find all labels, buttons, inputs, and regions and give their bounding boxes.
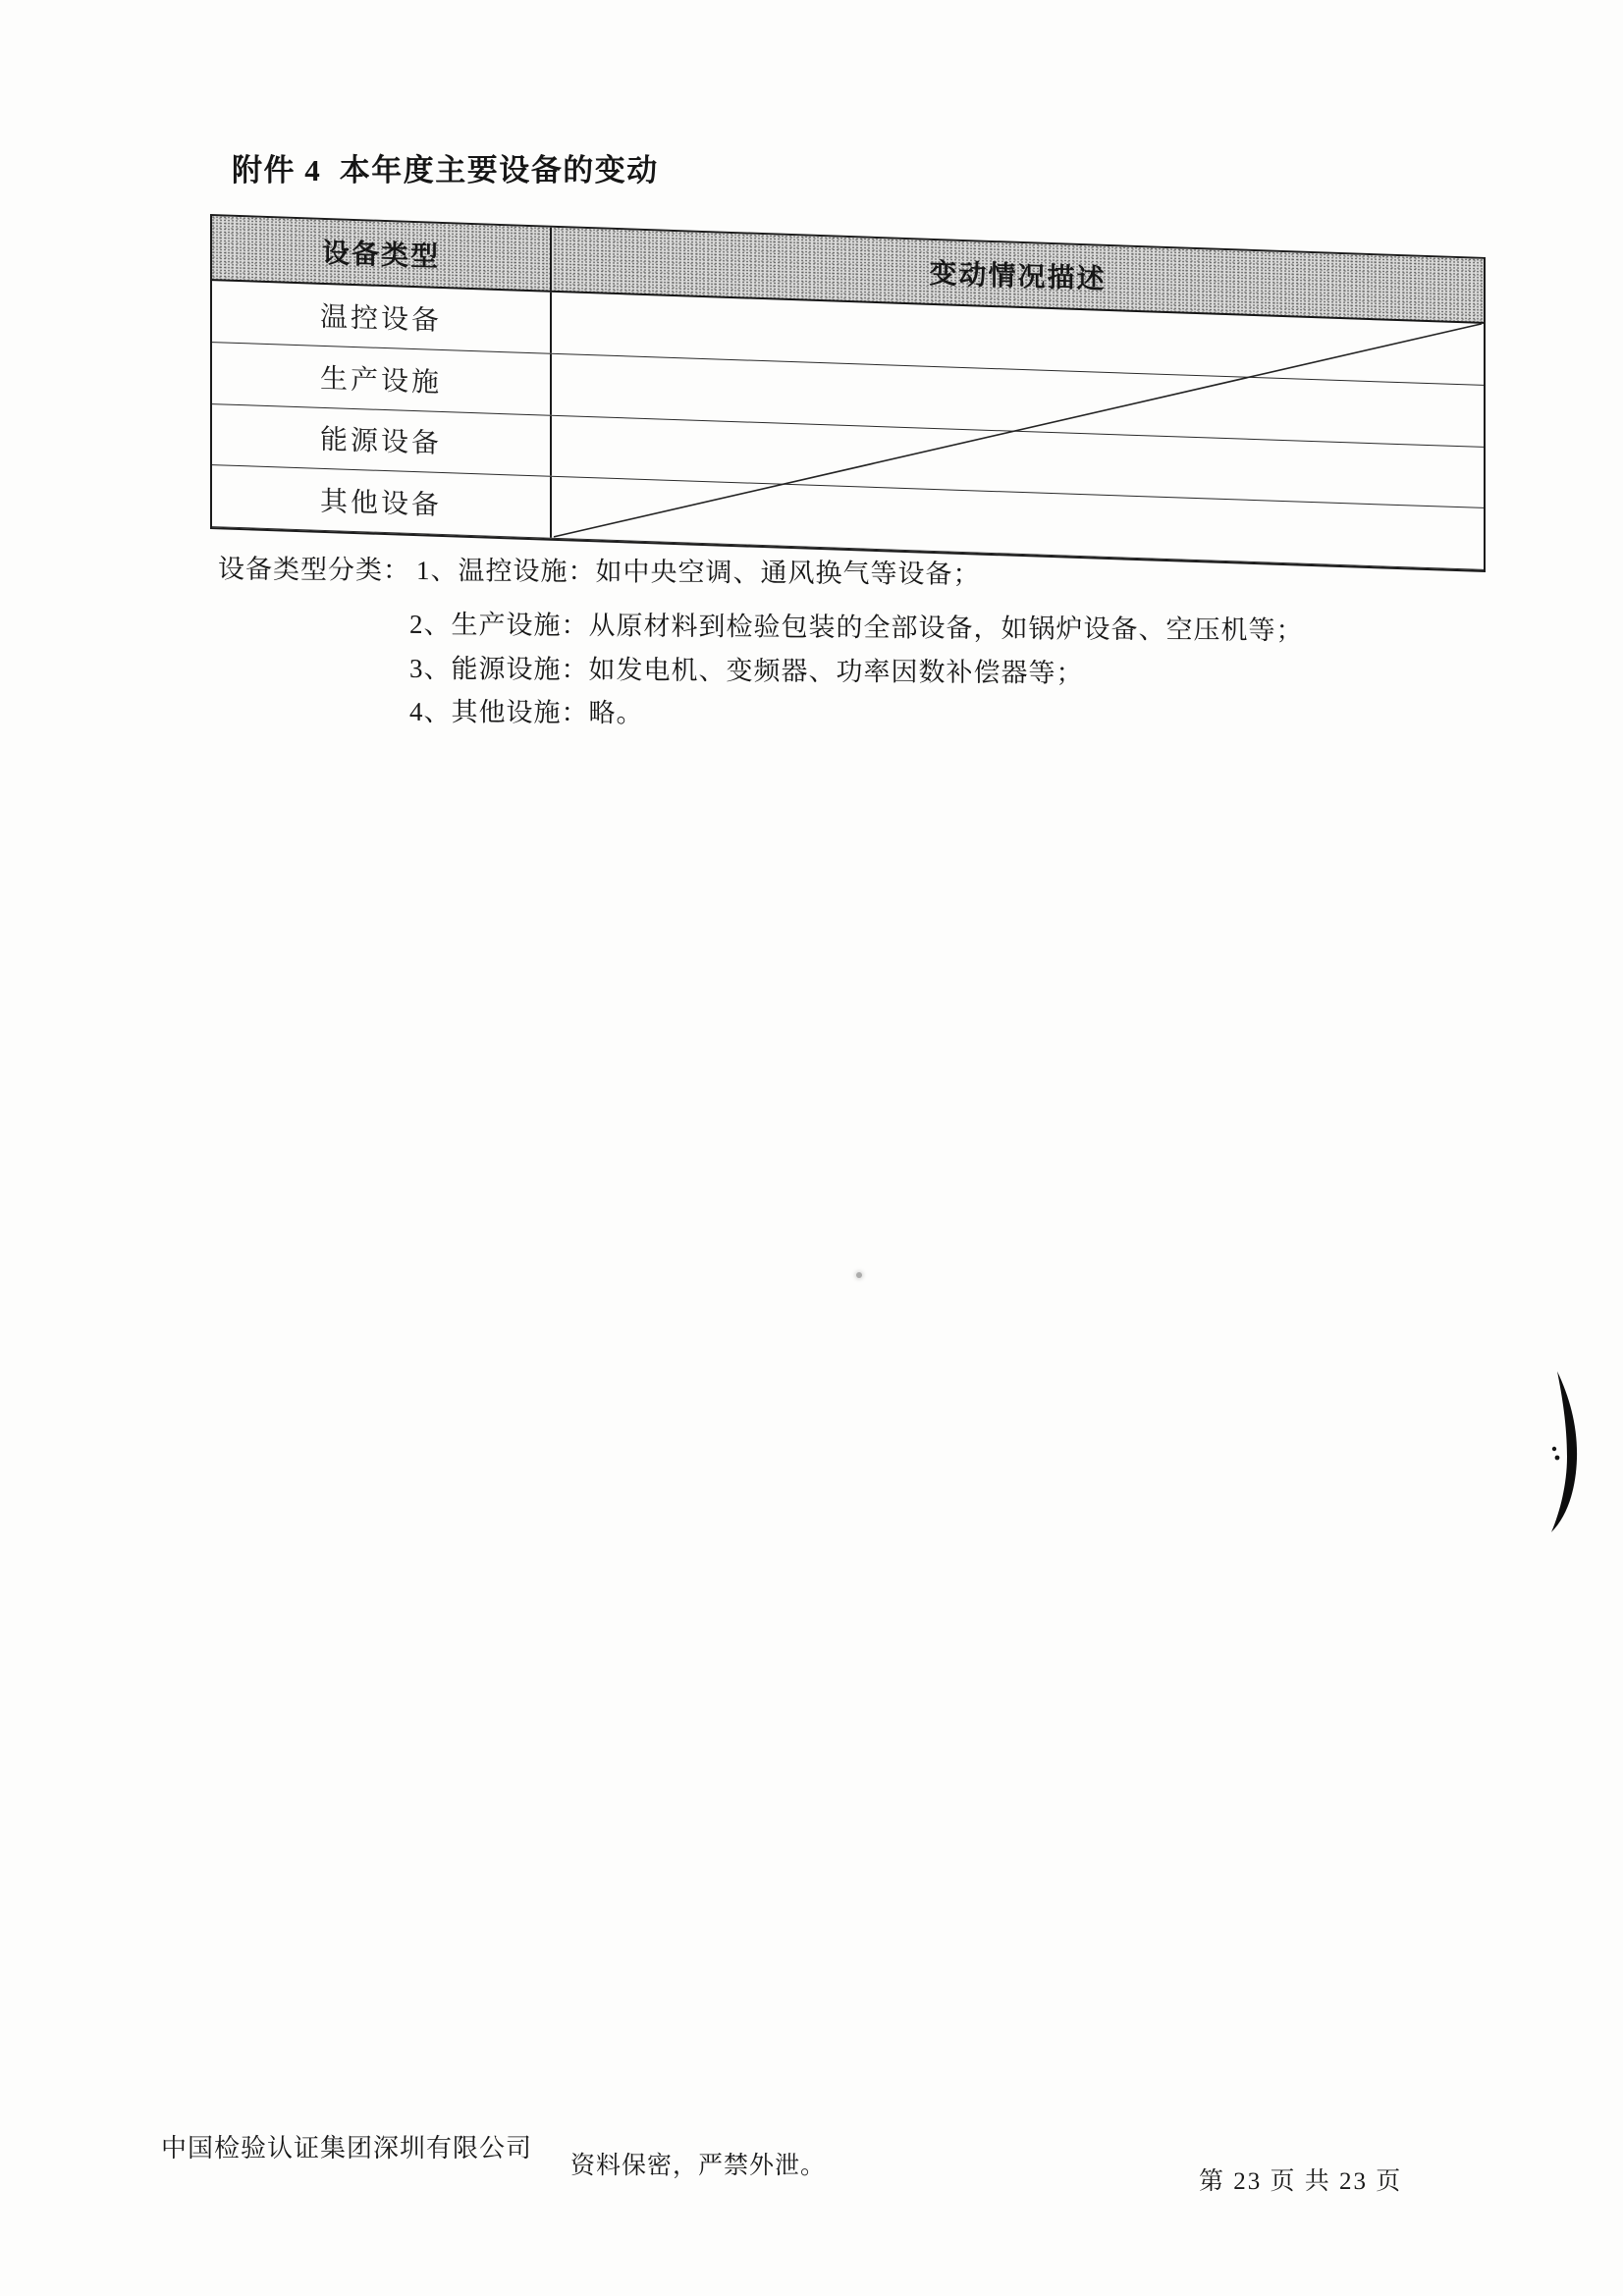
note-item-1: 1、温控设施：如中央空调、通风换气等设备； — [416, 555, 981, 589]
page-title: 附件 4 本年度主要设备的变动 — [232, 153, 659, 187]
footer-company-name: 中国检验认证集团深圳有限公司 — [161, 2134, 533, 2163]
cell-equipment-type: 其他设备 — [212, 465, 552, 537]
scan-speck — [856, 1272, 862, 1278]
cell-equipment-type: 温控设备 — [212, 281, 552, 352]
equipment-type-notes — [0, 0, 1623, 797]
col-header-equipment-type: 设备类型 — [212, 216, 552, 291]
note-item-3: 3、能源设施：如发电机、变频器、功率因数补偿器等； — [409, 653, 1084, 688]
note-item-2: 2、生产设施：从原材料到检验包装的全部设备，如锅炉设备、空压机等； — [409, 609, 1304, 646]
note-item-4: 4、其他设施：略。 — [409, 696, 644, 728]
notes-label: 设备类型分类： — [218, 554, 410, 585]
scan-artifact-mark — [1527, 1366, 1596, 1538]
footer-confidentiality-note: 资料保密，严禁外泄。 — [570, 2153, 827, 2179]
cell-equipment-type: 生产设施 — [212, 343, 552, 414]
note-line — [218, 548, 981, 591]
col-header-change-description: 变动情况描述 — [929, 258, 1107, 295]
footer-page-number: 第 23 页 共 23 页 — [1199, 2168, 1403, 2195]
cell-equipment-type: 能源设备 — [212, 404, 552, 476]
